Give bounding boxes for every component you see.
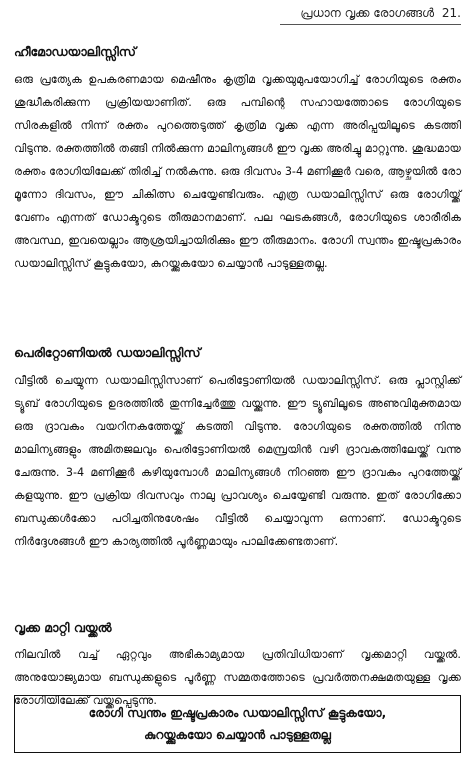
section-heading-peritoneal-dialysis: പെരിറ്റോണിയൽ ഡയാലിസ്സിസ് xyxy=(14,345,201,360)
section-body-peritoneal-dialysis: വീട്ടിൽ ചെയ്യുന്ന ഡയാലിസ്സിസാണ് പെരിട്ടോണിയൽ ഡയാലിസ്സിസ്. ഒരു പ്ലാസ്റ്റിക്ക് ട്യൂബ് രോഗിയുടെ ഉദരത്തിൽ തുന്നിച്ചേർത്തു വയ്ക്കുന്നു. ഈ ട്യൂബിലൂടെ അണുവിമുക്തമായ ഒരു ദ്രാവകം വയറിനകത്തേയ്ക്ക് കടത്തി വിടുന്നു. രോഗിയുടെ രക്തത്തിൽ നിന്നു മാലിന്യങ്ങളും അമിതജലവും പെരിട്ടോണിയൽ മെമ്പ്രയിൻ വഴി ദ്രാവകത്തിലേയ്ക്ക് വന്നു ചേരുന്നു. 3-4 മണിക്കൂർ കഴിയുമ്പോൾ മാലിന്യങ്ങൾ നിറഞ്ഞ ഈ ദ്രാവകം പുറത്തേയ്ക്ക് കളയുന്നു. ഈ പ്രക്രിയ ദിവസവും നാലു പ്രാവശ്യം ചെയ്യേണ്ടി വരുന്നു. ഇത് രോഗിക്കോ ബന്ധുക്കൾക്കോ പഠിച്ചതിനുശേഷം വീട്ടിൽ ചെയ്യാവുന്ന ഒന്നാണ്. ഡോക്ടറുടെ നിർദ്ദേശങ്ങൾ ഈ കാര്യത്തിൽ പൂർണ്ണമായും പാലിക്കേണ്ടതാണ്. xyxy=(14,374,461,548)
section-body-hemodialysis: ഒരു പ്രത്യേക ഉപകരണമായ മെഷീനും കൃത്രിമ വൃക്കയുമുപയോഗിച്ച് രോഗിയുടെ രക്തം ശുദ്ധീകരിക്കുന്ന പ്രക്രിയയാണിത്. ഒരു പമ്പിന്റെ സഹായത്തോടെ രോഗിയുടെ സിരകളിൽ നിന്ന് രക്തം പുറത്തെടുത്ത് കൃത്രിമ വൃക്ക എന്ന അരിപ്പയിലൂടെ കടത്തി വിടുന്നു. രക്തത്തിൽ തങ്ങി നിൽക്കുന്ന മാലിന്യങ്ങൾ ഈ വൃക്ക അരിച്ചു മാറ്റുന്നു. ശുദ്ധമായ രക്തം രോഗിയിലേക്ക് തിരിച്ച് നൽകുന്നു. ഒരു ദിവസം 3-4 മണിക്കൂർ വരെ, ആഴ്ചയിൽ രോ മൂന്നോ ദിവസം, ഈ ചികിത്സ ചെയ്യേണ്ടിവരും. എത്ര ഡയാലിസ്സിസ് ഒരു രോഗിയ്ക്ക് വേണം എന്നത് ഡോക്ടറുടെ തീരുമാനമാണ്. പല ഘടകങ്ങൾ, രോഗിയുടെ ശാരീരിക അവസ്ഥ, ഇവയെല്ലാം ആശ്രയിച്ചായിരിക്കും ഈ തീരുമാനം. രോഗി സ്വന്തം ഇഷ്ടപ്രകാരം ഡയാലിസ്സിസ് കൂട്ടുകയോ, കുറയ്ക്കുകയോ ചെയ്യാൻ പാടുള്ളതല്ല. xyxy=(14,73,461,270)
callout-line-1: രോഗി സ്വന്തം ഇഷ്ടപ്രകാരം ഡയാലിസ്സിസ് കൂട്ടുകയോ, xyxy=(88,706,387,720)
running-header xyxy=(300,6,461,21)
header-rule xyxy=(280,24,461,25)
callout-box xyxy=(14,695,461,753)
section-heading-kidney-transplant: വൃക്ക മാറ്റി വയ്ക്കൽ xyxy=(14,620,112,635)
running-header-title: പ്രധാന വൃക്ക രോഗങ്ങൾ xyxy=(300,6,435,20)
page-number: 21. xyxy=(441,6,461,20)
section-heading-hemodialysis: ഹീമോഡയാലിസ്സിസ് xyxy=(14,44,136,59)
section-body-kidney-transplant: നിലവിൽ വച്ച് ഏറ്റവും അഭികാമ്യമായ പ്രതിവിധിയാണ് വൃക്കമാറ്റി വയ്ക്കൽ. അനുയോജ്യമായ ബന്ധുക്കളുടെ പൂർണ്ണ സമ്മതത്തോടെ പ്രവർത്തനക്ഷമതയുള്ള വൃക്ക രോഗിയിലേക്ക് വയ്ക്കപ്പെടുന്നു. xyxy=(14,648,461,707)
callout-line-2: കുറയ്ക്കുകയോ ചെയ്യാൻ പാടുള്ളതല്ല xyxy=(144,728,331,742)
